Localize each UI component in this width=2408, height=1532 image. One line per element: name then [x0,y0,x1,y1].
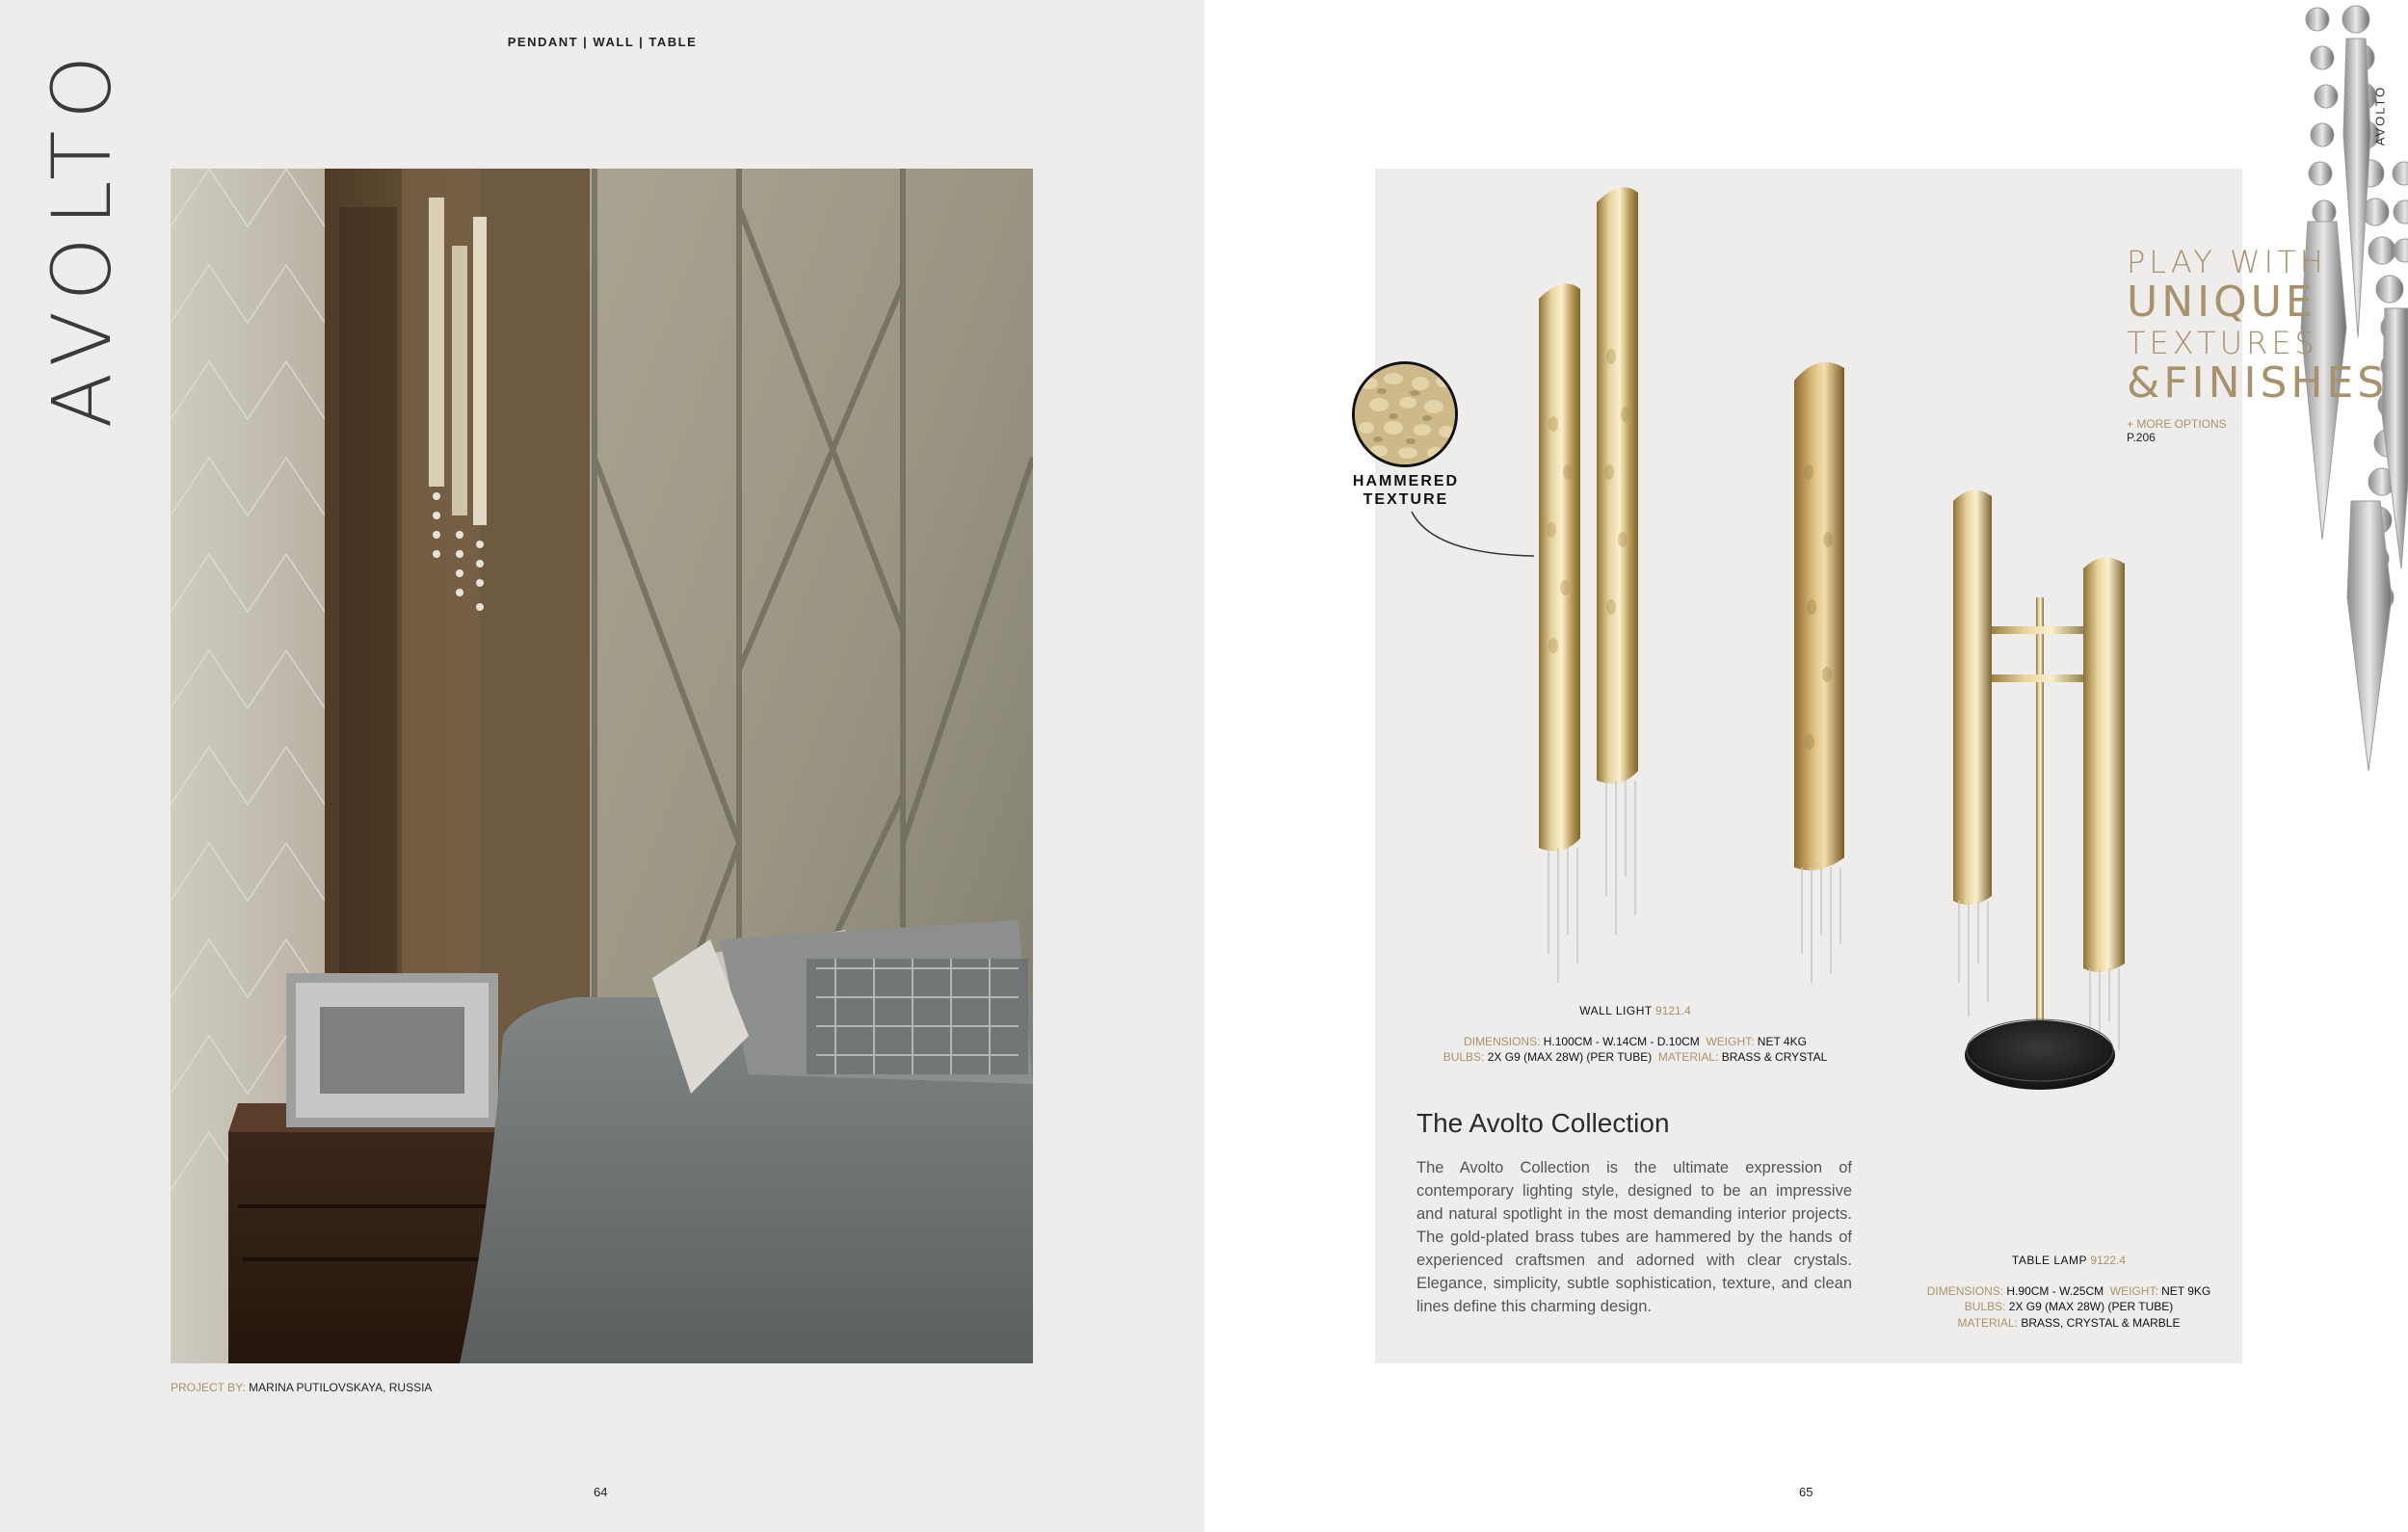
collection-description: The Avolto Collection is the ultimate expression of contemporary lighting style, designed to be an impressive and natural spotlight in the most demanding interior projects. The gold-plated brass tubes are hammered by the hands of experienced craftsmen and adorned with clear crystals. Elegance, simplicity, subtle sophistication, texture, and clean lines define this charming design. [1416,1159,1852,1315]
hammered-texture-swatch [1352,361,1458,467]
wall-light-weight: NET 4KG [1757,1035,1807,1049]
table-lamp-image [1934,482,2146,1098]
headline-line-4: &FINISHES [2127,357,2389,408]
table-lamp-material: BRASS, CRYSTAL & MARBLE [2021,1315,2181,1330]
headline-line-2: UNIQUE [2127,277,2316,328]
wall-light-single-image [1785,357,1862,992]
table-lamp-bulbs: 2X G9 (MAX 28W) (PER TUBE) [2008,1300,2174,1314]
section-header: PENDANT | WALL | TABLE [507,35,698,49]
more-options-page: P.206 [2127,431,2156,444]
project-credit [171,1381,432,1394]
table-lamp-weight: NET 9KG [2161,1284,2211,1299]
feature-headline [2127,246,2388,407]
credit-label: PROJECT BY: [171,1381,246,1394]
vertical-collection-title: AVOLTO [35,43,129,429]
more-options-label: + MORE OPTIONS [2127,417,2227,431]
product-panel [1352,169,2389,1363]
wall-light-double-image [1524,183,1698,983]
page-number-left: 64 [594,1485,608,1499]
headline-line-3: TEXTURES [2127,324,2318,361]
wall-light-spec: WALL LIGHT 9121.4 DIMENSIONS: H.100CM - W.14CM - D.10CM WEIGHT: NET 4KG BULBS: 2X G9 (MAX 28W) (PER TUBE) MATERIAL: BRASS & CRYSTAL [1442,1004,1828,1065]
wall-light-code: 9121.4 [1655,1004,1691,1017]
bedroom-photo [171,169,1033,1363]
table-lamp-dimensions: H.90CM - W.25CM [2006,1284,2104,1299]
table-lamp-name: TABLE LAMP [2011,1254,2088,1267]
credit-value: MARINA PUTILOVSKAYA, RUSSIA [249,1381,433,1394]
wall-light-material: BRASS & CRYSTAL [1721,1050,1828,1065]
right-page [1204,0,2408,1532]
hammered-texture-label: HAMMERED TEXTURE [1352,473,1460,509]
wall-light-name: WALL LIGHT [1579,1004,1653,1017]
more-options-link[interactable] [2127,417,2242,444]
table-lamp-spec: TABLE LAMP 9122.4 DIMENSIONS: H.90CM - W.25CM WEIGHT: NET 9KG BULBS: 2X G9 (MAX 28W) (PER TUBE) MATERIAL: BRASS, CRYSTAL & MARBLE [1926,1254,2211,1330]
wall-light-dimensions: H.100CM - W.14CM - D.10CM [1543,1035,1700,1049]
table-lamp-code: 9122.4 [2090,1254,2127,1267]
wall-light-bulbs: 2X G9 (MAX 28W) (PER TUBE) [1487,1050,1653,1065]
page-number-right: 65 [1799,1485,1813,1499]
texture-pointer-line [1404,506,1539,583]
collection-title: The Avolto Collection [1416,1108,1670,1138]
headline-line-1: PLAY WITH [2127,244,2327,280]
side-tab: AVOLTO [2372,85,2388,146]
